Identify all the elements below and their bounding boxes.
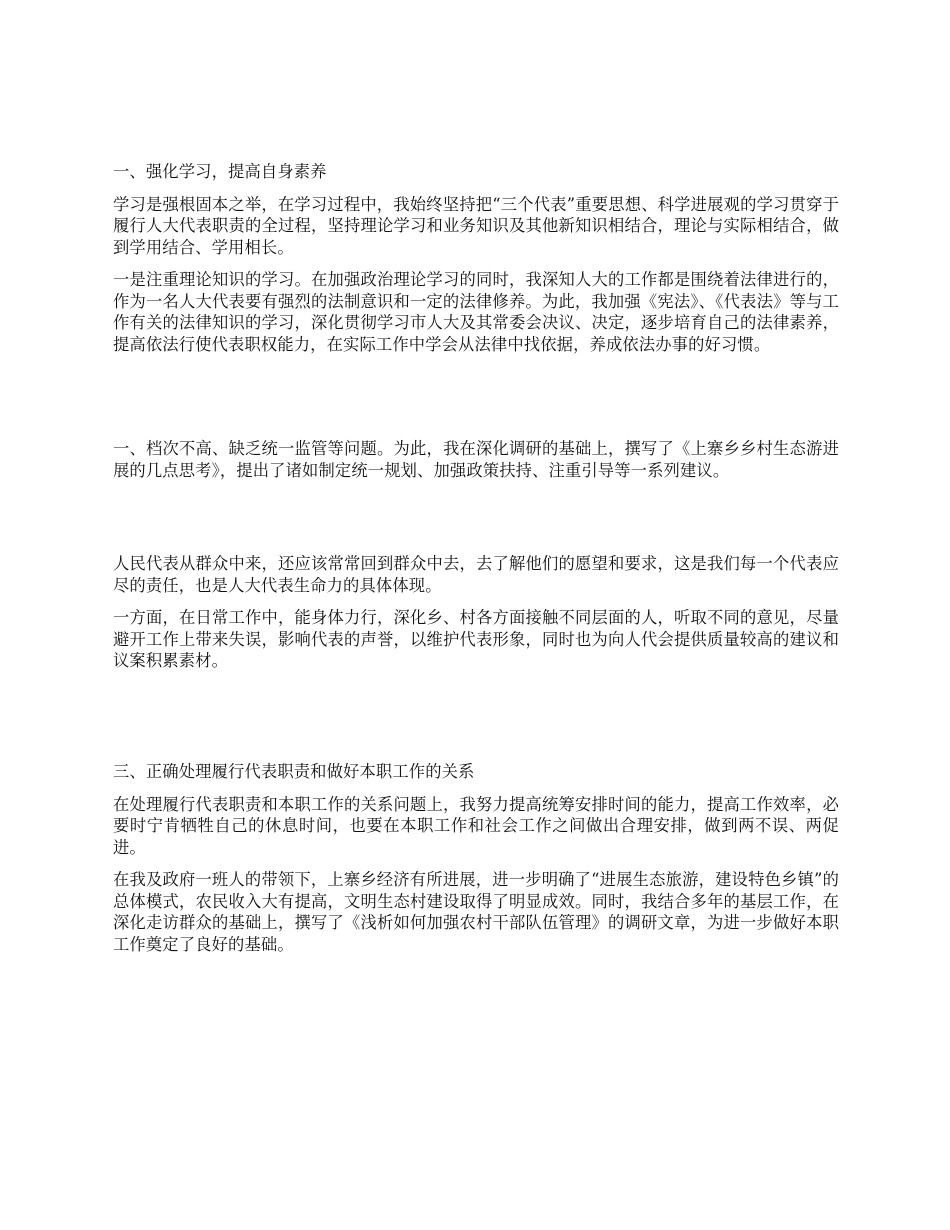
paragraph: 一方面，在日常工作中，能身体力行，深化乡、村各方面接触不同层面的人，听取不同的意见，尽量避开工作上带来失误，影响代表的声誉，以维护代表形象，同时也为向人代会提供质量较高的建议和议案积累素材。 (113, 608, 839, 670)
section-heading-duties: 三、正确处理履行代表职责和做好本职工作的关系 (113, 762, 475, 781)
paragraph: 一是注重理论知识的学习。在加强政治理论学习的同时，我深知人大的工作都是围绕着法律进行的，作为一名人大代表要有强烈的法制意识和一定的法律修养。为此，我加强《宪法》、《代表法》等与工作有关的法律知识的学习，深化贯彻学习市人大及其常委会决议、决定，逐步培育自己的法律素养，提高依法行使代表职权能力，在实际工作中学会从法律中找依据，养成依法办事的好习惯。 (113, 270, 839, 354)
section-research (113, 438, 839, 481)
paragraph: 一、档次不高、缺乏统一监管等问题。为此，我在深化调研的基础上，撰写了《上寨乡乡村生态游进展的几点思考》，提出了诸如制定统一规划、加强政策扶持、注重引导等一系列建议。 (113, 439, 839, 480)
paragraph: 在处理履行代表职责和本职工作的关系问题上，我努力提高统筹安排时间的能力，提高工作效率，必要时宁肯牺牲自己的休息时间，也要在本职工作和社会工作之间做出合理安排，做到两不误、两促进。 (113, 794, 839, 857)
paragraph: 人民代表从群众中来，还应该常常回到群众中去，去了解他们的愿望和要求，这是我们每一个代表应尽的责任，也是人大代表生命力的具体体现。 (113, 554, 839, 595)
section-study (113, 161, 839, 355)
section-people (113, 553, 839, 672)
paragraph: 学习是强根固本之举，在学习过程中，我始终坚持把“三个代表”重要思想、科学进展观的学习贯穿于履行人大代表职责的全过程，坚持理论学习和业务知识及其他新知识相结合，理论与实际相结合，做到学用结合、学用相长。 (113, 194, 839, 257)
paragraph: 在我及政府一班人的带领下，上寨乡经济有所进展，进一步明确了“进展生态旅游，建设特色乡镇”的总体模式，农民收入大有提高，文明生态村建设取得了明显成效。同时，我结合多年的基层工作，在深化走访群众的基础上，撰写了《浅析如何加强农村干部队伍管理》的调研文章，为进一步做好本职工作奠定了良好的基础。 (113, 870, 839, 954)
section-duties (113, 761, 839, 955)
section-heading-study: 一、强化学习，提高自身素养 (113, 162, 327, 181)
